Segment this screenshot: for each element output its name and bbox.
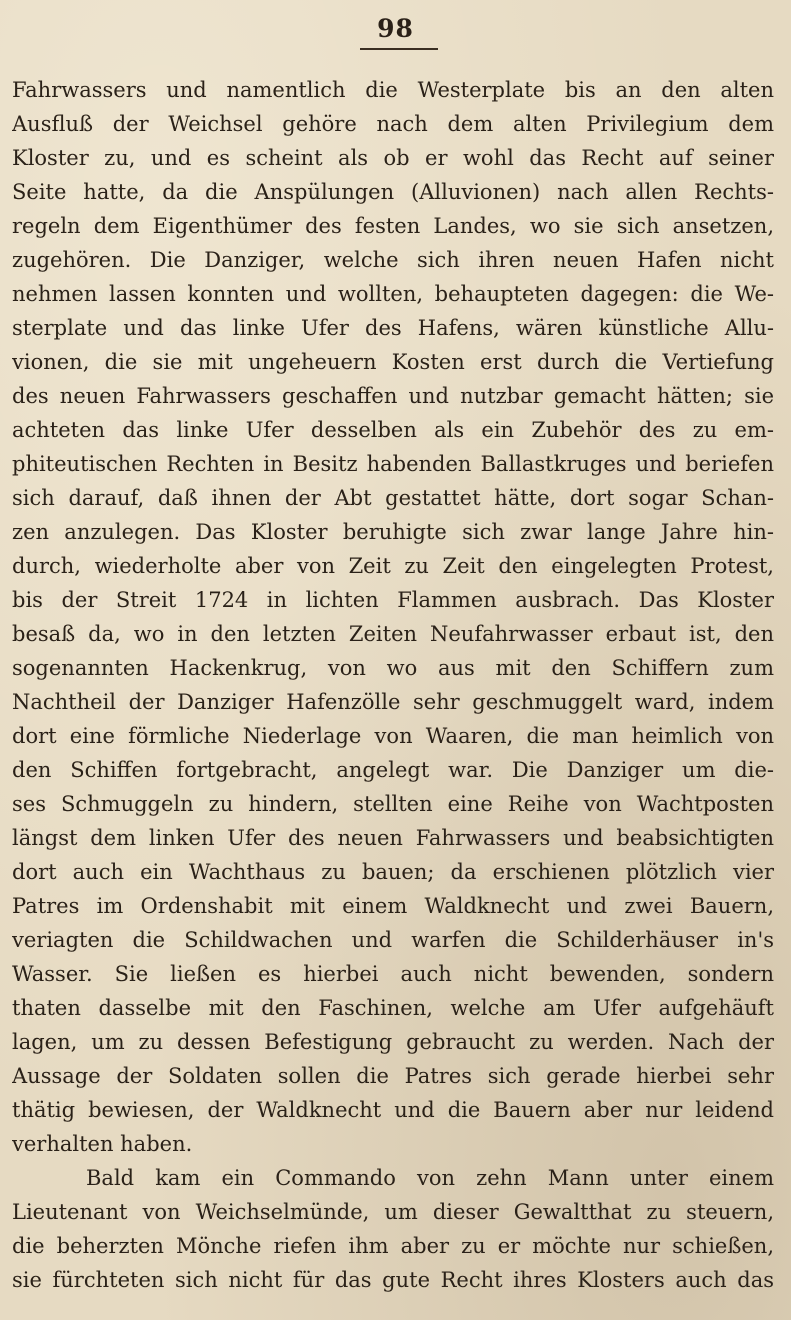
text-line: achteten das linke Ufer desselben als ein Zubehör des zu em- — [12, 418, 774, 442]
text-line: phiteutischen Rechten in Besitz habenden Ballastkruges und beriefen — [12, 452, 774, 476]
text-line: nehmen lassen konnten und wollten, behaupteten dagegen: die We- — [12, 282, 774, 306]
text-line: sterplate und das linke Ufer des Hafens, wären künstliche Allu- — [12, 316, 774, 340]
text-line: regeln dem Eigenthümer des festen Landes, wo sie sich ansetzen, — [12, 214, 774, 238]
text-line: Wasser. Sie ließen es hierbei auch nicht bewenden, sondern — [12, 962, 774, 986]
text-line: Seite hatte, da die Anspülungen (Alluvionen) nach allen Rechts- — [12, 180, 774, 204]
text-line: Kloster zu, und es scheint als ob er wohl das Recht auf seiner — [12, 146, 774, 170]
text-line: Fahrwassers und namentlich die Westerplate bis an den alten — [12, 78, 774, 102]
text-line-paragraph-end: verhalten haben. — [12, 1132, 193, 1156]
text-line: Nachtheil der Danziger Hafenzölle sehr geschmuggelt ward, indem — [12, 690, 774, 714]
text-line: sie fürchteten sich nicht für das gute Recht ihres Klosters auch das — [12, 1268, 774, 1292]
text-line: die beherzten Mönche riefen ihm aber zu er möchte nur schießen, — [12, 1234, 774, 1258]
header-rule — [360, 48, 438, 50]
text-line: Aussage der Soldaten sollen die Patres sich gerade hierbei sehr — [12, 1064, 774, 1088]
text-line-paragraph-start: Bald kam ein Commando von zehn Mann unter einem — [86, 1166, 774, 1190]
text-line: besaß da, wo in den letzten Zeiten Neufahrwasser erbaut ist, den — [12, 622, 774, 646]
text-line: Patres im Ordenshabit mit einem Waldknecht und zwei Bauern, — [12, 894, 774, 918]
text-line: den Schiffen fortgebracht, angelegt war. Die Danziger um die- — [12, 758, 774, 782]
text-line: Lieutenant von Weichselmünde, um dieser Gewaltthat zu steuern, — [12, 1200, 774, 1224]
text-line: dort eine förmliche Niederlage von Waaren, die man heimlich von — [12, 724, 774, 748]
text-line: des neuen Fahrwassers geschaffen und nutzbar gemacht hätten; sie — [12, 384, 774, 408]
text-line: ses Schmuggeln zu hindern, stellten eine Reihe von Wachtposten — [12, 792, 774, 816]
text-line: thaten dasselbe mit den Faschinen, welche am Ufer aufgehäuft — [12, 996, 774, 1020]
text-line: veriagten die Schildwachen und warfen die Schilderhäuser in's — [12, 928, 774, 952]
body-text — [12, 73, 774, 1297]
text-line: zen anzulegen. Das Kloster beruhigte sich zwar lange Jahre hin- — [12, 520, 774, 544]
text-line: sogenannten Hackenkrug, von wo aus mit den Schiffern zum — [12, 656, 774, 680]
text-line: sich darauf, daß ihnen der Abt gestattet hätte, dort sogar Schan- — [12, 486, 774, 510]
text-line: dort auch ein Wachthaus zu bauen; da erschienen plötzlich vier — [12, 860, 774, 884]
text-line: lagen, um zu dessen Befestigung gebraucht zu werden. Nach der — [12, 1030, 774, 1054]
text-line: durch, wiederholte aber von Zeit zu Zeit den eingelegten Protest, — [12, 554, 774, 578]
page-header — [0, 14, 791, 44]
text-line: längst dem linken Ufer des neuen Fahrwassers und beabsichtigten — [12, 826, 774, 850]
text-line: bis der Streit 1724 in lichten Flammen ausbrach. Das Kloster — [12, 588, 774, 612]
text-line: zugehören. Die Danziger, welche sich ihren neuen Hafen nicht — [12, 248, 774, 272]
text-line: Ausfluß der Weichsel gehöre nach dem alten Privilegium dem — [12, 112, 774, 136]
text-line: vionen, die sie mit ungeheuern Kosten erst durch die Vertiefung — [12, 350, 774, 374]
text-line: thätig bewiesen, der Waldknecht und die Bauern aber nur leidend — [12, 1098, 774, 1122]
page-number: 98 — [377, 14, 414, 43]
